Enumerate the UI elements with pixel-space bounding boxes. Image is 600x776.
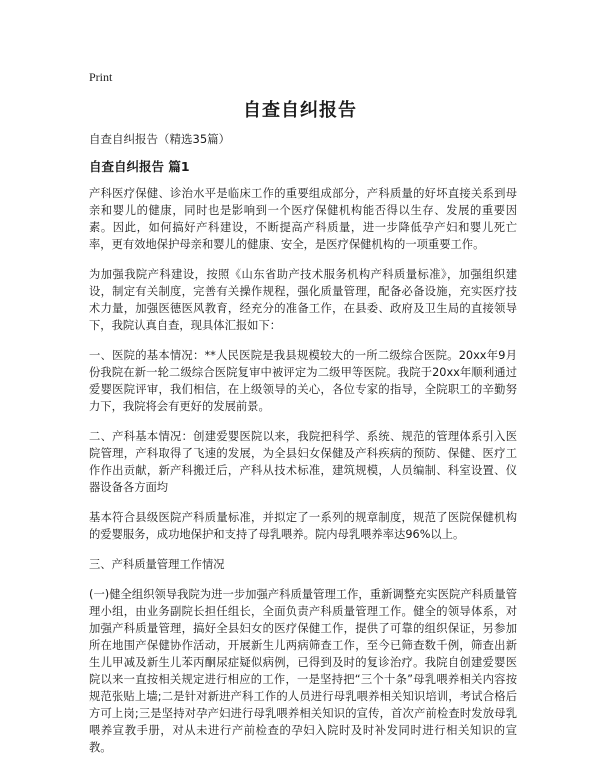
paragraph-hospital-info: 一、医院的基本情况：**人民医院是我县规模较大的一所二级综合医院。20xx年9月份我院在新一轮二级综合医院复审中被评定为二级甲等医院。我院于20xx年顺利通过爱婴医院评审，我们相信，在上级领导的关心，各位专家的指导，全院职工的辛勤努力下，我院将会有更好的发展前景。 [89,349,517,413]
paragraph-section-three: 三、产科质量管理工作情况 [89,558,225,571]
paragraph-obstetrics-info: 二、产科基本情况：创建爱婴医院以来，我院把科学、系统、规范的管理体系引入医院管理，产科取得了飞速的发展，为全县妇女保健及产科疾病的预防、保健、医疗工作作出贡献，新产科搬迁后，产科从技术标准，建筑规模，人员编制、科室设置、仪器设备各方面均 [89,430,517,494]
section-heading: 自查自纠报告 篇1 [89,159,190,174]
paragraph-standards: 基本符合县级医院产科质量标准，并拟定了一系列的规章制度，规范了医院保健机构的爱婴服务，成功地保护和支持了母乳喂养。院内母乳喂养率达96%以上。 [89,511,517,541]
document-body [89,185,517,769]
paragraph-organization: (一)健全组织领导我院为进一步加强产科质量管理工作，重新调整充实医院产科质量管理小组，由业务副院长担任组长，全面负责产科质量管理工作。健全的领导体系，对加强产科质量管理，搞好全县妇女的医疗保健工作，提供了可靠的组织保证，另参加所在地围产保健协作活动，开展新生儿两病筛查工作，至今已筛查数千例，筛查出新生儿甲减及新生儿苯丙酮尿症疑似病例，已得到及时的复诊治疗。我院自创建爱婴医院以来一直按相关规定进行相应的工作，一是坚持把“三个十条”母乳喂养相关内容按规范张贴上墙;二是针对新进产科工作的人员进行母乳喂养相关知识培训，考试合格后方可上岗;三是坚持对孕产妇进行母乳喂养相关知识的宣传，首次产前检查时发放母乳喂养宣教手册，对从未进行产前检查的孕妇入院时及时补发同时进行相关知识的宣教。 [89,588,517,754]
document-subtitle: 自查自纠报告（精选35篇） [89,132,231,146]
print-link[interactable]: Print [89,70,113,84]
page-title: 自查自纠报告 [243,100,357,121]
paragraph-background: 为加强我院产科建设，按照《山东省助产技术服务机构产科质量标准》，加强组织建设，制定有关制度，完善有关操作规程，强化质量管理，配备必备设施，充实医疗技术力量，加强医德医风教育，经充分的准备工作，在县委、政府及卫生局的直接领导下，我院认真自查，现具体汇报如下： [89,268,517,332]
paragraph-intro: 产科医疗保健、诊治水平是临床工作的重要组成部分，产科质量的好坏直接关系到母亲和婴儿的健康，同时也是影响到一个医疗保健机构能否得以生存、发展的重要因素。因此，如何搞好产科建设，不断提高产科质量，进一步降低孕产妇和婴儿死亡率，更有效地保护母亲和婴儿的健康、安全，是医疗保健机构的一项重要工作。 [89,187,517,251]
